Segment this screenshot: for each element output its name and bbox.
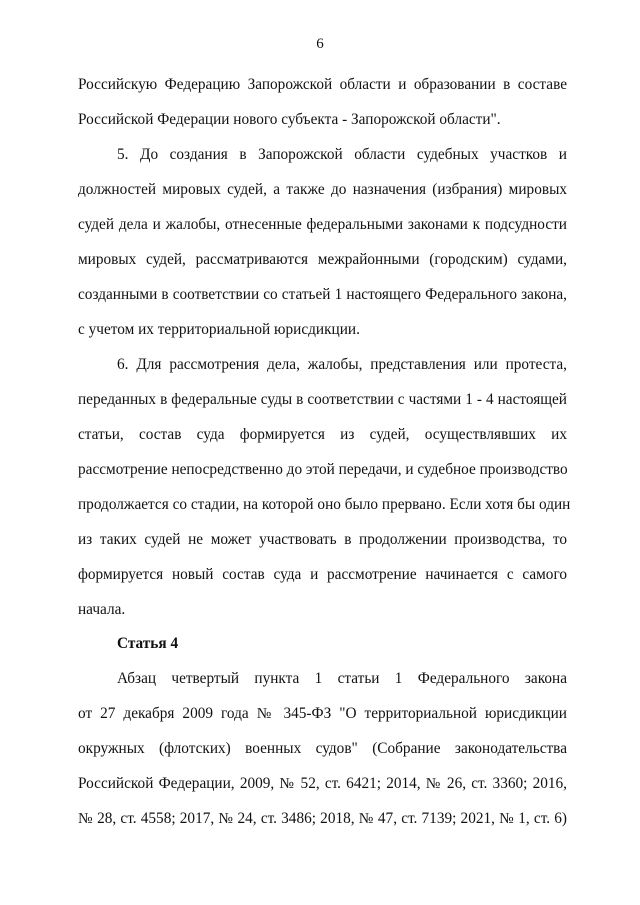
text-line: созданными в соответствии со статьей 1 настоящего Федерального закона, (78, 286, 567, 303)
text-line: формируется новый состав суда и рассмотрение начинается с самого (78, 566, 567, 583)
text-line: от 27 декабря 2009 года № 345-ФЗ "О территориальной юрисдикции (78, 705, 567, 722)
text-line: Абзац четвертый пункта 1 статьи 1 Федерального закона (117, 670, 567, 687)
text-line: № 28, ст. 4558; 2017, № 24, ст. 3486; 2018, № 47, ст. 7139; 2021, № 1, ст. 6) (78, 810, 567, 827)
text-line: статьи, состав суда формируется из судей, осуществлявших их (78, 426, 567, 443)
text-line: окружных (флотских) военных судов" (Собрание законодательства (78, 740, 567, 757)
text-line: рассмотрение непосредственно до этой передачи, и судебное производство (78, 461, 568, 478)
page-number: 6 (316, 36, 324, 52)
text-line: должностей мировых судей, а также до назначения (избрания) мировых (78, 181, 567, 198)
text-line: переданных в федеральные суды в соответствии с частями 1 - 4 настоящей (78, 391, 567, 408)
text-line: 5. До создания в Запорожской области судебных участков и (117, 146, 567, 163)
text-line: мировых судей, рассматриваются межрайонными (городским) судами, (78, 251, 567, 268)
text-line: Российской Федерации, 2009, № 52, ст. 6421; 2014, № 26, ст. 3360; 2016, (78, 775, 567, 792)
text-line: начала. (78, 601, 126, 618)
article-heading: Статья 4 (117, 635, 179, 652)
text-line: судей дела и жалобы, отнесенные федеральными законами к подсудности (78, 216, 567, 233)
text-line: 6. Для рассмотрения дела, жалобы, представления или протеста, (117, 356, 567, 373)
text-line: из таких судей не может участвовать в продолжении производства, то (78, 531, 567, 548)
text-line: с учетом их территориальной юрисдикции. (78, 321, 360, 338)
text-line: Российской Федерации нового субъекта - Запорожской области". (78, 111, 501, 128)
text-line: Российскую Федерацию Запорожской области и образовании в составе (78, 76, 567, 93)
text-line: продолжается со стадии, на которой оно было прервано. Если хотя бы один (78, 496, 571, 513)
